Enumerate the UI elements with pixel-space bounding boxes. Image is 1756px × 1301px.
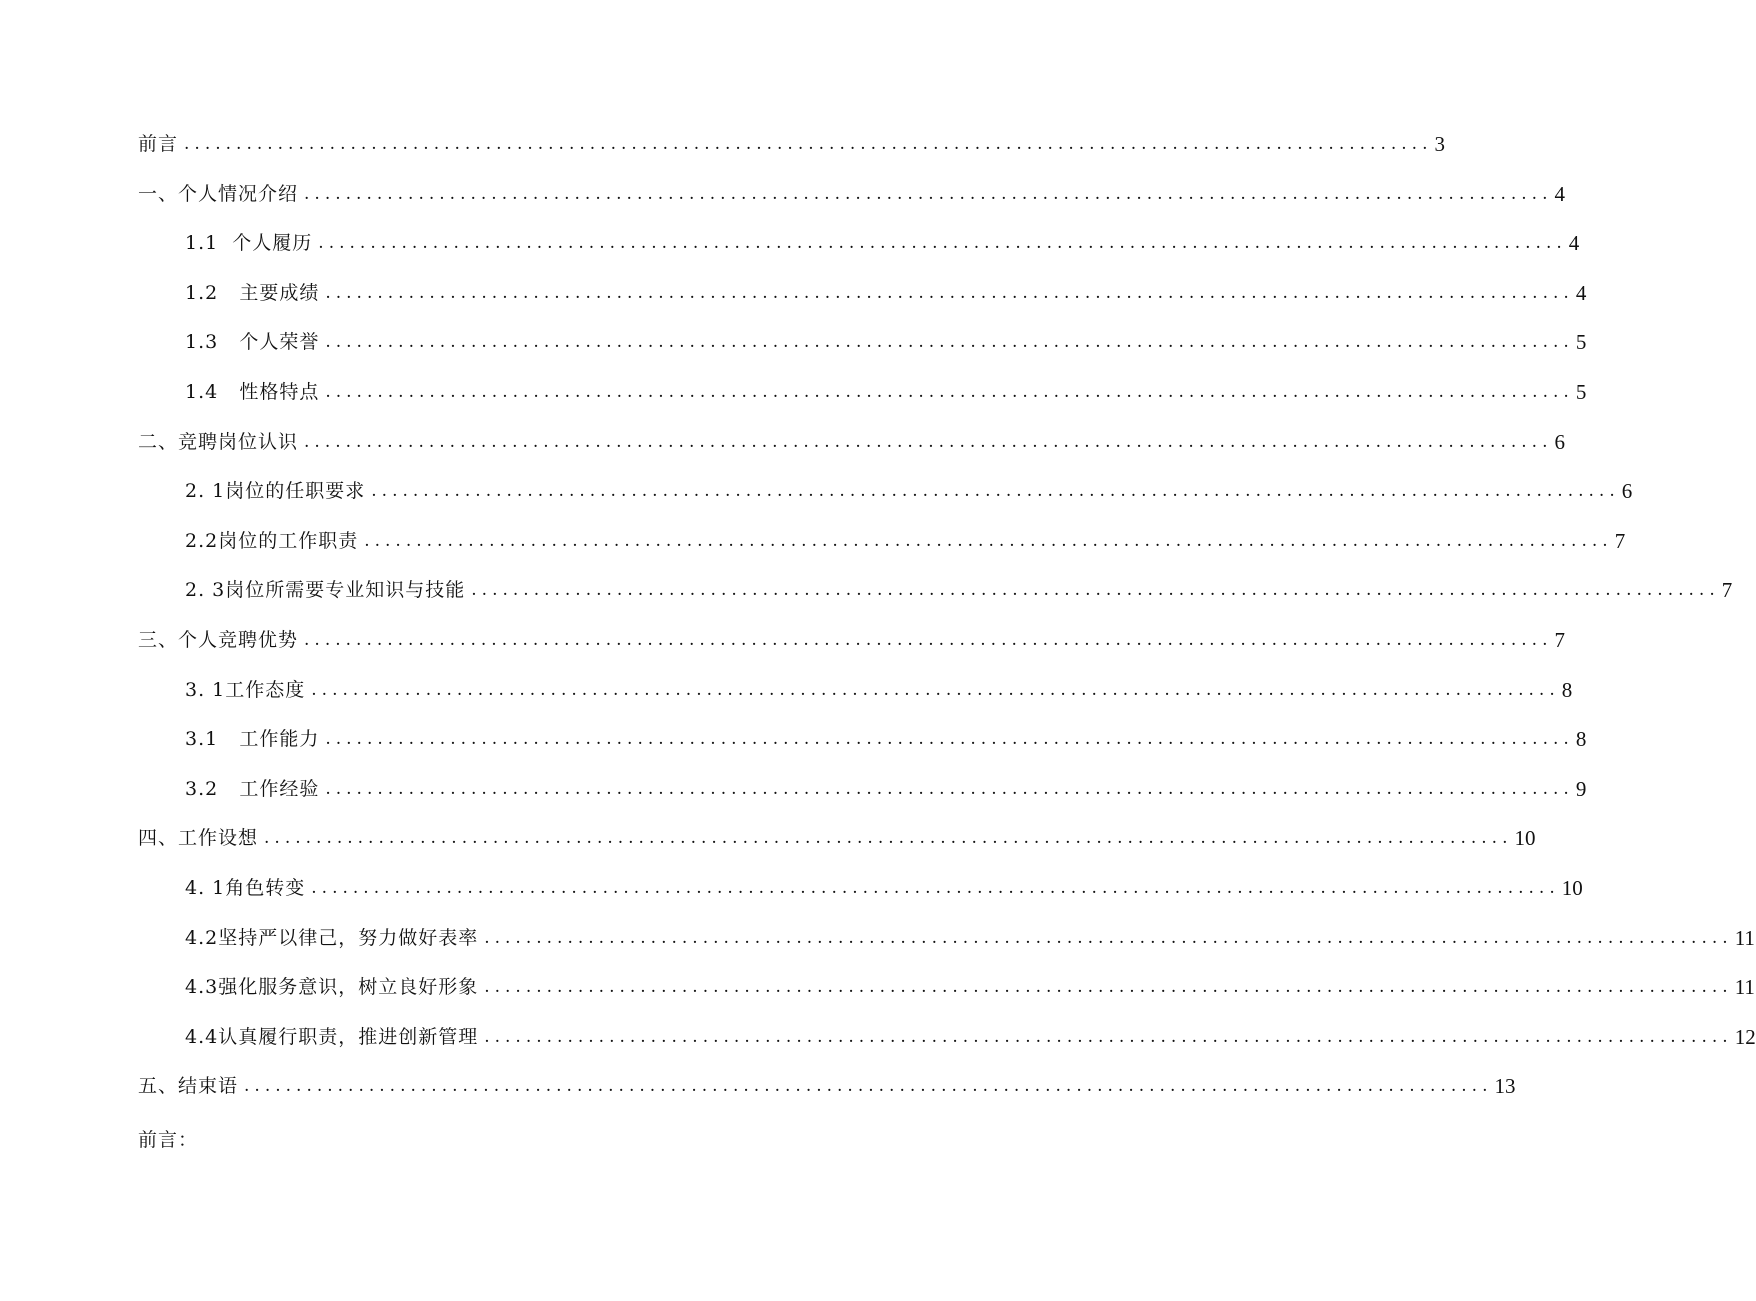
toc-leader-dots: ........................................................................................................................ xyxy=(325,282,1574,303)
toc-entry-4-1[interactable] xyxy=(185,863,1583,913)
toc-label: 1.3 个人荣誉 xyxy=(185,331,320,354)
toc-page-number: 7 xyxy=(1721,578,1733,603)
toc-label: 3. 1工作态度 xyxy=(185,678,306,701)
toc-label: 2.2岗位的工作职责 xyxy=(185,529,359,552)
toc-page-number: 10 xyxy=(1514,826,1536,851)
toc-entry-4-3[interactable] xyxy=(185,962,1755,1012)
toc-entry-3-2[interactable] xyxy=(185,764,1587,814)
toc-page-number: 3 xyxy=(1434,132,1445,156)
toc-entry-4-4[interactable] xyxy=(185,1012,1756,1062)
toc-leader-dots: ........................................................................................................................ xyxy=(318,233,1567,254)
toc-leader-dots: ........................................................................................................................ xyxy=(471,580,1720,601)
toc-leader-dots: ........................................................................................................................ xyxy=(325,729,1574,750)
toc-leader-dots: ........................................................................................................................ xyxy=(371,481,1620,502)
toc-entry-1-1[interactable] xyxy=(185,218,1580,268)
toc-label: 4.3强化服务意识，树立良好形象 xyxy=(185,976,479,999)
toc-page-number: 6 xyxy=(1554,429,1565,454)
toc-label: 3.1 工作能力 xyxy=(185,728,320,751)
toc-leader-dots: ........................................................................................................................ xyxy=(311,679,1560,700)
toc-label: 一、个人情况介绍 xyxy=(138,182,299,205)
toc-label: 3.2 工作经验 xyxy=(185,777,320,800)
toc-leader-dots: ........................................................................................................................ xyxy=(184,134,1433,154)
toc-page-number: 5 xyxy=(1575,330,1587,355)
toc-entry-section-1[interactable] xyxy=(138,169,1565,219)
toc-page-number: 10 xyxy=(1561,876,1583,900)
toc-entry-4-2[interactable] xyxy=(185,913,1755,963)
toc-page-number: 7 xyxy=(1614,528,1626,553)
toc-leader-dots: ........................................................................................................................ xyxy=(325,382,1574,402)
toc-page-number: 6 xyxy=(1621,479,1633,504)
toc-label: 4.2坚持严以律己，努力做好表率 xyxy=(185,926,479,949)
toc-entry-section-3[interactable] xyxy=(138,615,1565,665)
toc-page-number: 4 xyxy=(1568,231,1580,256)
toc-leader-dots: ........................................................................................................................ xyxy=(484,1026,1733,1047)
toc-leader-dots: ........................................................................................................................ xyxy=(304,183,1553,204)
toc-entry-2-2[interactable] xyxy=(185,516,1626,566)
toc-leader-dots: ........................................................................................................................ xyxy=(484,977,1733,998)
toc-entry-3-1b[interactable] xyxy=(185,714,1587,764)
toc-leader-dots: ........................................................................................................................ xyxy=(264,828,1513,849)
toc-page-number: 4 xyxy=(1554,181,1565,206)
toc-entry-section-5[interactable] xyxy=(138,1061,1516,1111)
toc-entry-1-3[interactable] xyxy=(185,317,1587,367)
toc-label: 前言 xyxy=(138,133,179,155)
toc-leader-dots: ........................................................................................................................ xyxy=(304,431,1553,452)
toc-leader-dots: ........................................................................................................................ xyxy=(304,630,1553,650)
toc-entry-3-1a[interactable] xyxy=(185,665,1573,715)
toc-page-number: 5 xyxy=(1575,380,1587,404)
toc-page-number: 11 xyxy=(1734,975,1755,1000)
toc-page-number: 7 xyxy=(1554,628,1565,652)
toc-page-number: 8 xyxy=(1575,727,1587,752)
toc-entry-2-1[interactable] xyxy=(185,466,1633,516)
toc-entry-1-4[interactable] xyxy=(185,367,1587,417)
toc-entry-section-4[interactable] xyxy=(138,813,1536,863)
toc-entry-2-3[interactable] xyxy=(185,565,1733,615)
toc-label: 三、个人竞聘优势 xyxy=(138,629,299,651)
toc-leader-dots: ........................................................................................................................ xyxy=(244,1076,1493,1097)
toc-entry-section-2[interactable] xyxy=(138,417,1565,467)
toc-label: 4.4认真履行职责，推进创新管理 xyxy=(185,1025,479,1048)
toc-label: 2. 1岗位的任职要求 xyxy=(185,480,366,503)
toc-label: 二、竞聘岗位认识 xyxy=(138,430,299,453)
toc-page-number: 8 xyxy=(1561,677,1573,702)
toc-page-number: 9 xyxy=(1575,776,1587,801)
toc-leader-dots: ........................................................................................................................ xyxy=(325,778,1574,799)
toc-leader-dots: ........................................................................................................................ xyxy=(364,530,1613,551)
toc-label: 五、结束语 xyxy=(138,1075,239,1098)
preface-heading: 前言： xyxy=(138,1129,199,1151)
toc-page-number: 11 xyxy=(1734,925,1755,950)
toc-label: 1.1 个人履历 xyxy=(185,232,313,255)
toc-entry-preface[interactable] xyxy=(138,119,1445,169)
toc-label: 1.2 主要成绩 xyxy=(185,281,320,304)
toc-label: 1.4 性格特点 xyxy=(185,381,320,403)
toc-page-number: 12 xyxy=(1734,1024,1756,1049)
toc-leader-dots: ........................................................................................................................ xyxy=(484,927,1733,948)
toc-leader-dots: ........................................................................................................................ xyxy=(325,332,1574,353)
toc-label: 4. 1角色转变 xyxy=(185,877,306,899)
toc-page-number: 13 xyxy=(1494,1074,1516,1099)
toc-label: 2. 3岗位所需要专业知识与技能 xyxy=(185,579,466,602)
toc-label: 四、工作设想 xyxy=(138,827,259,850)
toc-leader-dots: ........................................................................................................................ xyxy=(311,878,1560,898)
toc-entry-1-2[interactable] xyxy=(185,268,1587,318)
toc-page-number: 4 xyxy=(1575,280,1587,305)
